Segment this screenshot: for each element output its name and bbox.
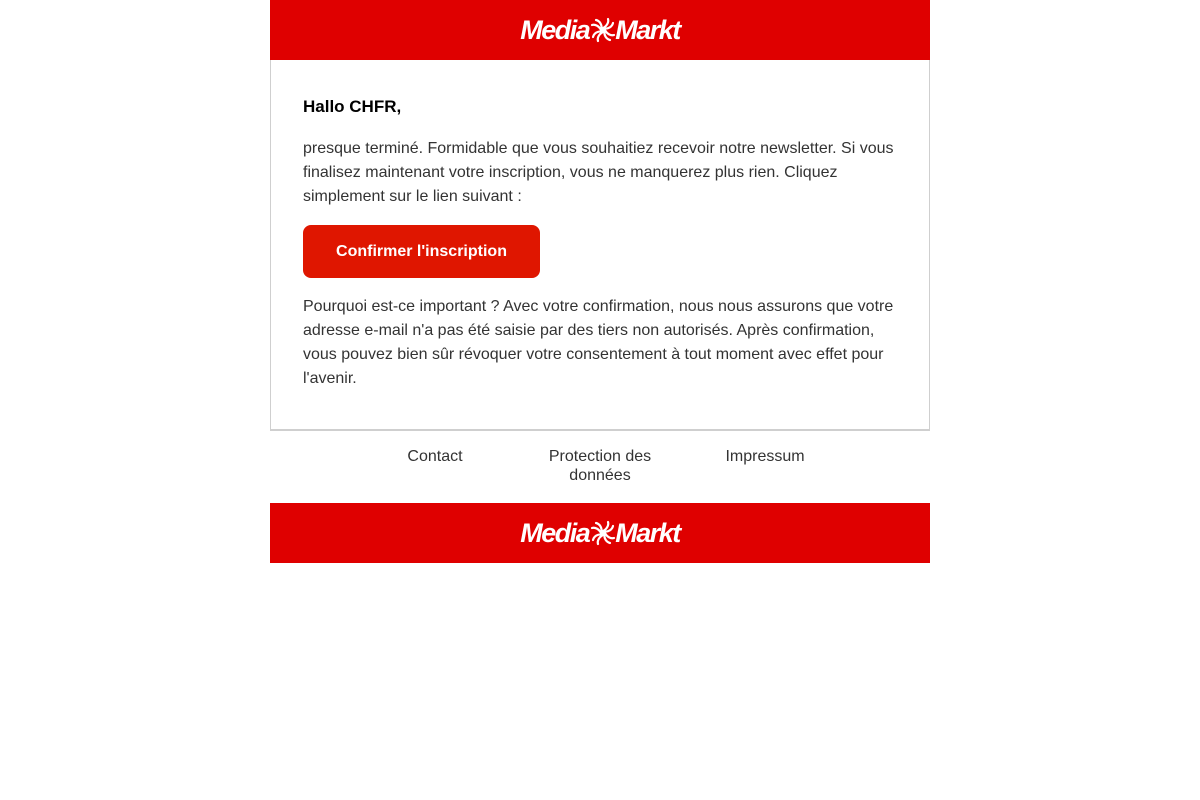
logo-text-media: Media bbox=[520, 14, 590, 45]
intro-text: presque terminé. Formidable que vous souhaitiez recevoir notre newsletter. Si vous finalisez maintenant votre inscription, vous ne manquerez plus rien. Cliquez simplement sur le lien suivant : bbox=[303, 140, 894, 205]
footer-logo-text-markt: Markt bbox=[615, 517, 680, 548]
explanation-text: Pourquoi est-ce important ? Avec votre confirmation, nous nous assurons que votre adresse e-mail n'a pas été saisie par des tiers non autorisés. Après confirmation, vous pouvez bien sûr révoquer votre consentement à tout moment avec effet pour l'avenir. bbox=[303, 298, 894, 387]
footer-link-privacy[interactable]: Protection des données bbox=[548, 448, 652, 484]
footer-mediamarkt-logo[interactable] bbox=[520, 517, 680, 548]
footer-link-contact[interactable]: Contact bbox=[407, 448, 463, 465]
mediamarkt-swirl-icon bbox=[590, 17, 616, 43]
logo-text-markt: Markt bbox=[615, 14, 680, 45]
mediamarkt-logo[interactable] bbox=[520, 14, 680, 45]
mediamarkt-swirl-icon bbox=[590, 520, 616, 546]
footer-logo-text-media: Media bbox=[520, 517, 590, 548]
footer-link-impressum[interactable]: Impressum bbox=[725, 448, 805, 465]
message-card bbox=[270, 60, 930, 431]
confirm-subscription-button[interactable] bbox=[303, 225, 540, 278]
footer-brand-bar bbox=[270, 503, 930, 563]
greeting: Hallo CHFR, bbox=[303, 97, 402, 116]
footer-links bbox=[270, 431, 930, 503]
email-container bbox=[270, 0, 930, 563]
header-brand-bar bbox=[270, 0, 930, 60]
confirm-subscription-label: Confirmer l'inscription bbox=[336, 242, 507, 260]
